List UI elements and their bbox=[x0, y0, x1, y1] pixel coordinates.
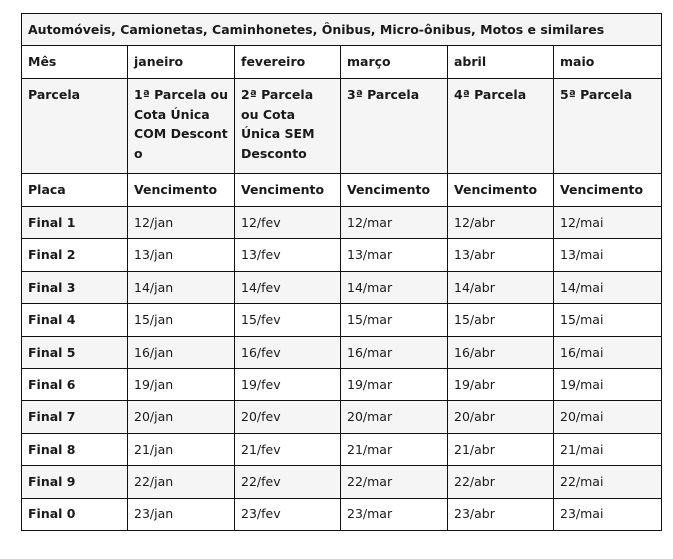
due-date-cell: 16/mai bbox=[554, 336, 662, 368]
plate-final-cell: Final 6 bbox=[22, 368, 128, 400]
due-date-cell: 20/abr bbox=[448, 401, 554, 433]
due-date-header: Vencimento bbox=[341, 174, 448, 207]
due-date-cell: 19/mar bbox=[341, 368, 448, 400]
due-date-cell: 13/jan bbox=[128, 239, 235, 271]
due-date-cell: 19/jan bbox=[128, 368, 235, 400]
due-date-cell: 14/mai bbox=[554, 271, 662, 303]
plate-header-label: Placa bbox=[22, 174, 128, 207]
due-date-cell: 20/mar bbox=[341, 401, 448, 433]
due-date-cell: 12/jan bbox=[128, 207, 235, 239]
plate-final-cell: Final 8 bbox=[22, 433, 128, 465]
plate-final-cell: Final 9 bbox=[22, 466, 128, 498]
due-date-cell: 14/jan bbox=[128, 271, 235, 303]
due-date-header: Vencimento bbox=[448, 174, 554, 207]
table-row bbox=[22, 239, 662, 271]
installment-cell: 1ª Parcela ou Cota Única COM Descont o bbox=[128, 79, 235, 174]
due-date-cell: 23/mar bbox=[341, 498, 448, 530]
due-date-cell: 14/fev bbox=[235, 271, 341, 303]
due-date-cell: 15/jan bbox=[128, 304, 235, 336]
table-row bbox=[22, 368, 662, 400]
due-date-cell: 22/mar bbox=[341, 466, 448, 498]
plate-final-cell: Final 7 bbox=[22, 401, 128, 433]
table-row bbox=[22, 336, 662, 368]
due-date-cell: 16/fev bbox=[235, 336, 341, 368]
due-date-header: Vencimento bbox=[235, 174, 341, 207]
due-date-cell: 22/jan bbox=[128, 466, 235, 498]
table-row bbox=[22, 498, 662, 530]
due-date-cell: 19/fev bbox=[235, 368, 341, 400]
due-date-cell: 12/fev bbox=[235, 207, 341, 239]
month-cell: fevereiro bbox=[235, 46, 341, 79]
due-date-cell: 15/mai bbox=[554, 304, 662, 336]
due-date-cell: 12/mar bbox=[341, 207, 448, 239]
installment-cell: 3ª Parcela bbox=[341, 79, 448, 174]
due-date-cell: 13/mar bbox=[341, 239, 448, 271]
month-cell: abril bbox=[448, 46, 554, 79]
due-date-cell: 21/jan bbox=[128, 433, 235, 465]
table-row bbox=[22, 271, 662, 303]
due-date-cell: 23/fev bbox=[235, 498, 341, 530]
due-date-cell: 14/mar bbox=[341, 271, 448, 303]
table-title: Automóveis, Camionetas, Caminhonetes, Ônibus, Micro-ônibus, Motos e similares bbox=[22, 14, 662, 46]
installment-row-label: Parcela bbox=[22, 79, 128, 174]
installment-cell: 2ª Parcela ou Cota Única SEM Desconto bbox=[235, 79, 341, 174]
due-date-cell: 21/abr bbox=[448, 433, 554, 465]
due-date-cell: 16/abr bbox=[448, 336, 554, 368]
due-date-cell: 19/mai bbox=[554, 368, 662, 400]
plate-final-cell: Final 1 bbox=[22, 207, 128, 239]
ipva-schedule-table bbox=[21, 13, 662, 531]
due-date-cell: 21/mar bbox=[341, 433, 448, 465]
due-date-cell: 20/jan bbox=[128, 401, 235, 433]
installment-cell: 4ª Parcela bbox=[448, 79, 554, 174]
due-date-cell: 19/abr bbox=[448, 368, 554, 400]
month-cell: janeiro bbox=[128, 46, 235, 79]
due-date-header: Vencimento bbox=[128, 174, 235, 207]
due-date-cell: 16/mar bbox=[341, 336, 448, 368]
title-row bbox=[22, 14, 662, 46]
due-date-cell: 22/abr bbox=[448, 466, 554, 498]
due-date-cell: 15/fev bbox=[235, 304, 341, 336]
due-date-cell: 20/mai bbox=[554, 401, 662, 433]
due-date-cell: 13/abr bbox=[448, 239, 554, 271]
table-row bbox=[22, 466, 662, 498]
due-date-cell: 23/jan bbox=[128, 498, 235, 530]
plate-final-cell: Final 2 bbox=[22, 239, 128, 271]
due-date-cell: 12/abr bbox=[448, 207, 554, 239]
plate-final-cell: Final 3 bbox=[22, 271, 128, 303]
table-row bbox=[22, 433, 662, 465]
due-date-header: Vencimento bbox=[554, 174, 662, 207]
due-date-cell: 16/jan bbox=[128, 336, 235, 368]
due-date-cell: 20/fev bbox=[235, 401, 341, 433]
month-row-label: Mês bbox=[22, 46, 128, 79]
due-date-cell: 23/abr bbox=[448, 498, 554, 530]
due-date-cell: 21/fev bbox=[235, 433, 341, 465]
table-row bbox=[22, 304, 662, 336]
due-date-cell: 15/mar bbox=[341, 304, 448, 336]
plate-final-cell: Final 5 bbox=[22, 336, 128, 368]
table-row bbox=[22, 207, 662, 239]
plate-header-row bbox=[22, 174, 662, 207]
due-date-cell: 13/fev bbox=[235, 239, 341, 271]
month-row bbox=[22, 46, 662, 79]
table-row bbox=[22, 401, 662, 433]
due-date-cell: 13/mai bbox=[554, 239, 662, 271]
due-date-cell: 15/abr bbox=[448, 304, 554, 336]
month-cell: março bbox=[341, 46, 448, 79]
due-date-cell: 21/mai bbox=[554, 433, 662, 465]
due-date-cell: 22/fev bbox=[235, 466, 341, 498]
due-date-cell: 23/mai bbox=[554, 498, 662, 530]
month-cell: maio bbox=[554, 46, 662, 79]
plate-final-cell: Final 0 bbox=[22, 498, 128, 530]
plate-final-cell: Final 4 bbox=[22, 304, 128, 336]
installment-cell: 5ª Parcela bbox=[554, 79, 662, 174]
due-date-cell: 22/mai bbox=[554, 466, 662, 498]
installment-row bbox=[22, 79, 662, 174]
due-date-cell: 12/mai bbox=[554, 207, 662, 239]
due-date-cell: 14/abr bbox=[448, 271, 554, 303]
